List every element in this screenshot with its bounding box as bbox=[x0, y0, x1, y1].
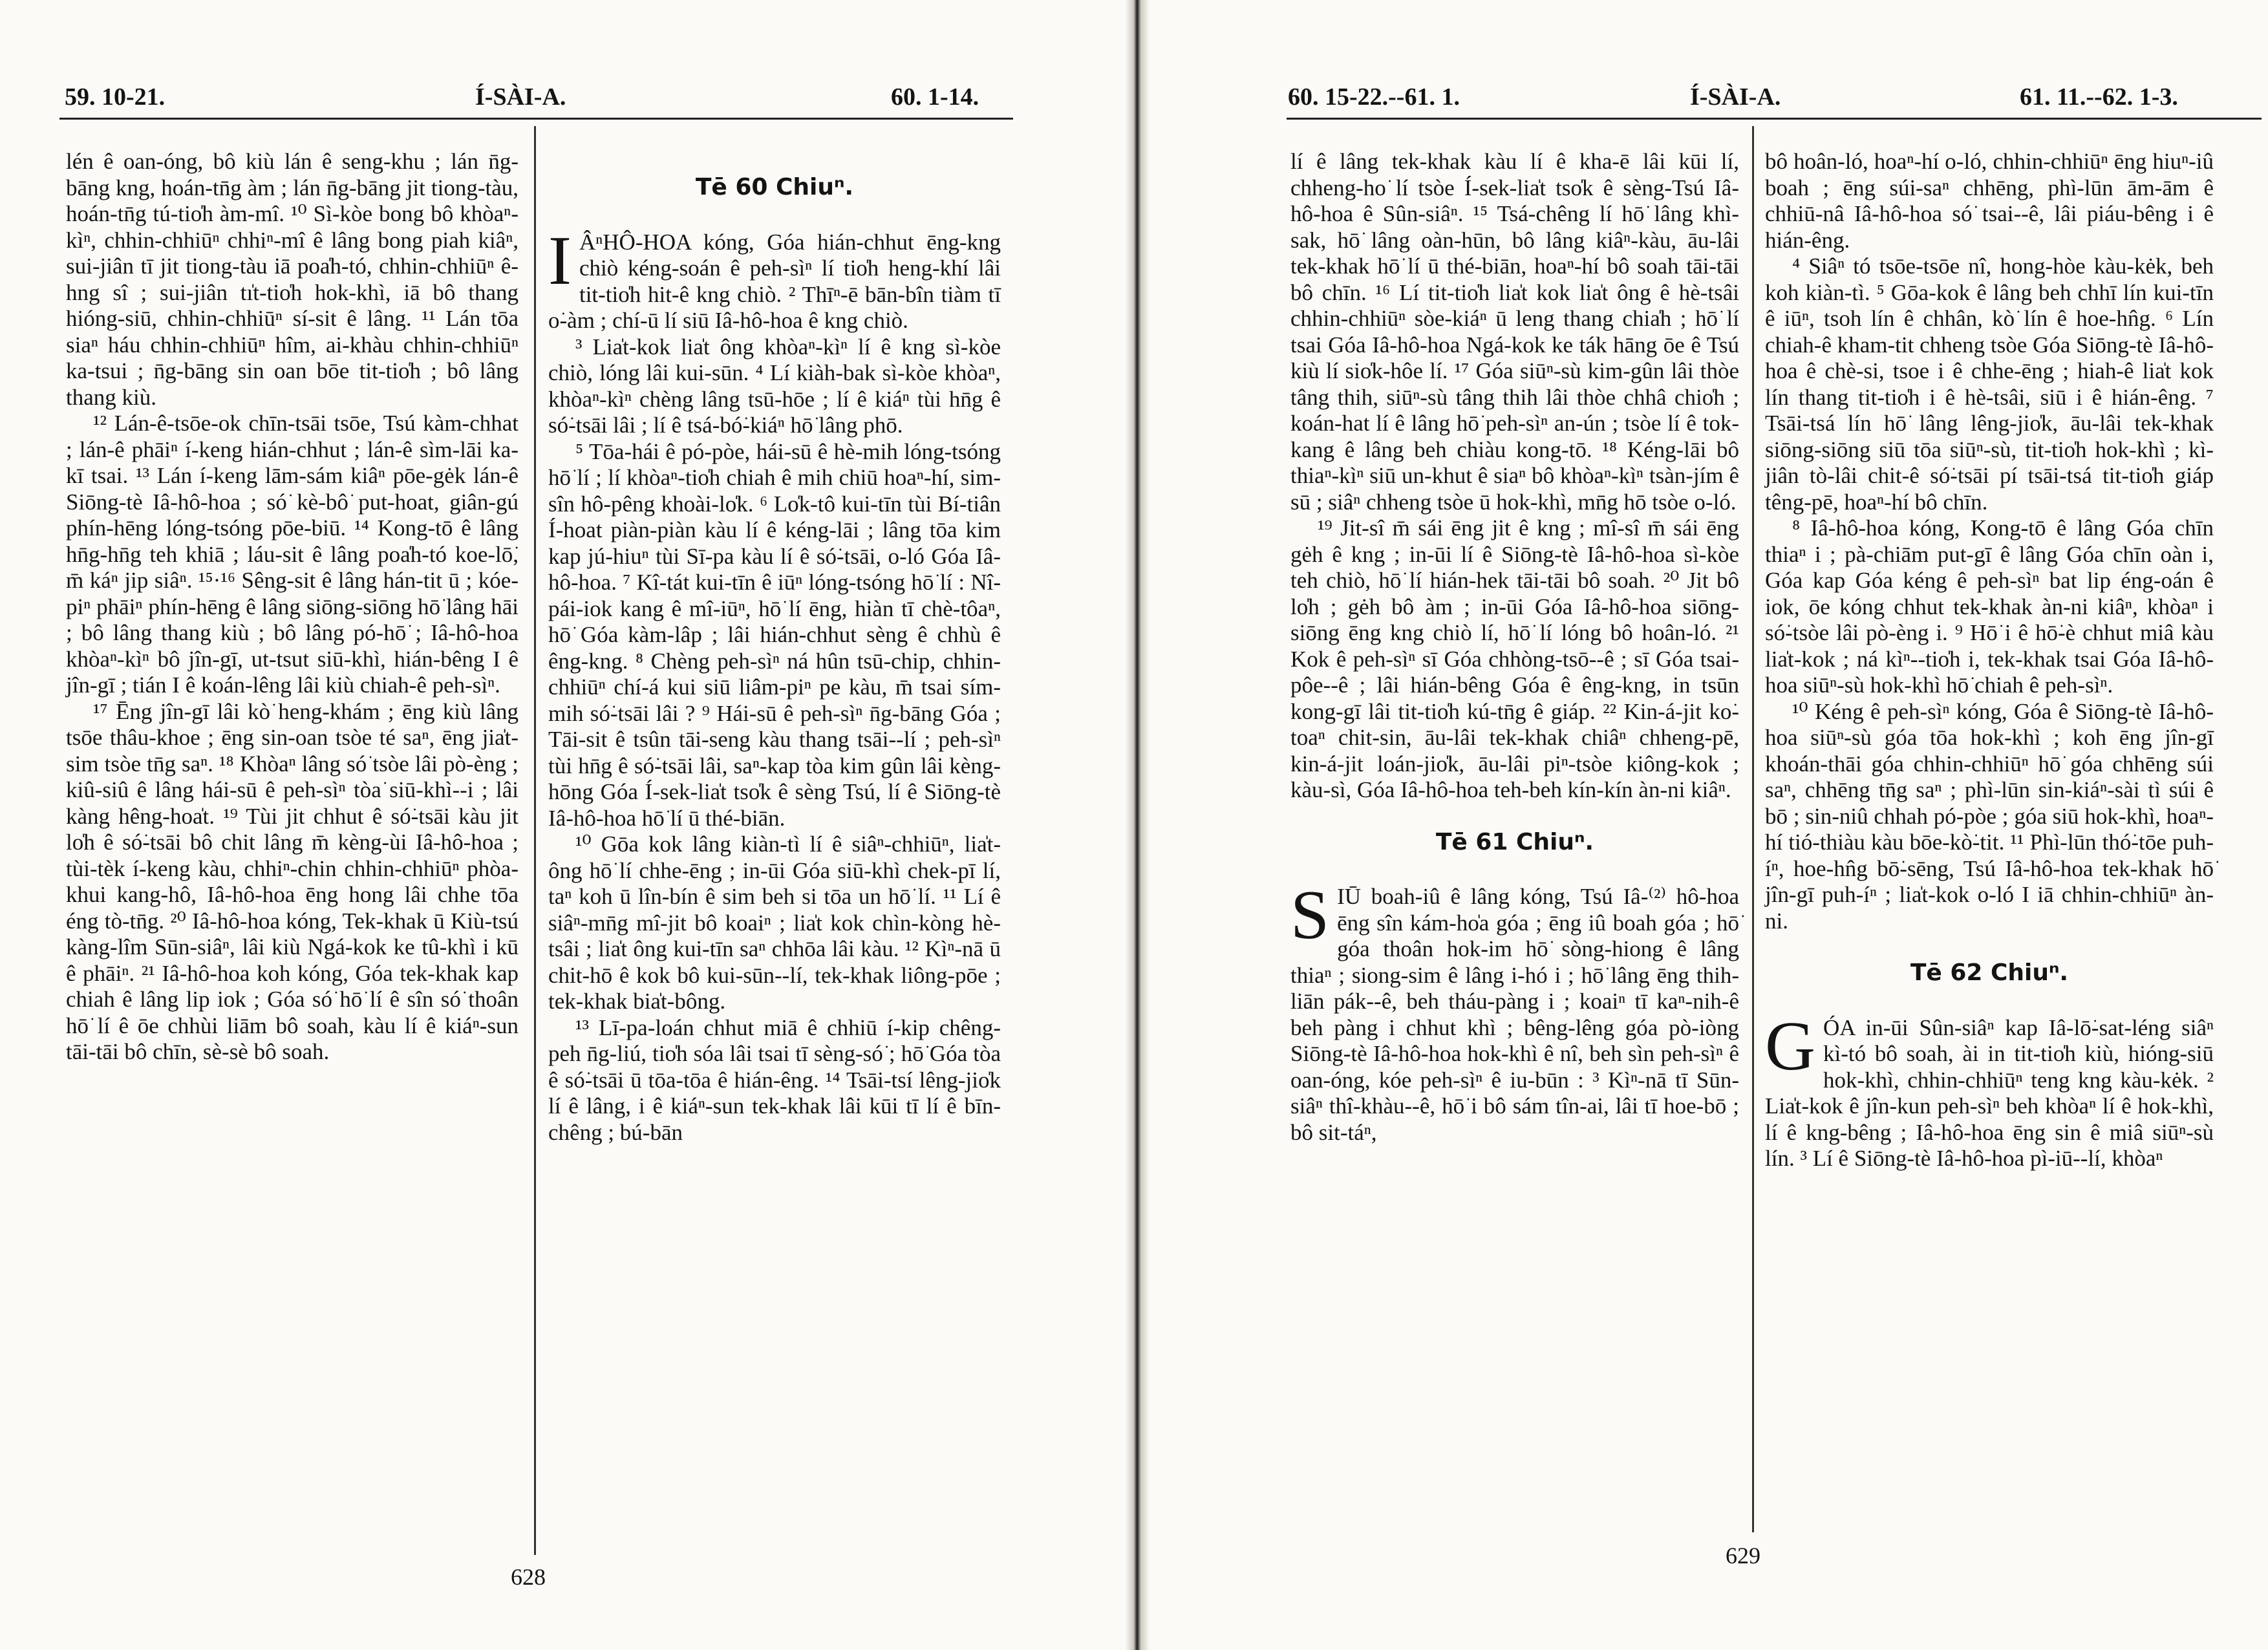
paragraph: ¹² Lán-ê-tsōe-ok chīn-tsāi tsōe, Tsú kàm-chhat ; lán-ê phāiⁿ í-keng hián-chhut ; lán-ê sìm-lāi ka-kī tsai. ¹³ Lán í-keng lām-sám kiâⁿ pōe-gėk lán-ê Siōng-tè Iâ-hô-hoa ; só͘ kè-bô͘ put-hoat, giân-gú phín-hēng lóng-tsóng pōe-biū. ¹⁴ Kong-tō ê lâng hn̄g-hn̄g teh khiā ; láu-sit ê lâng poa̍h-tó koe-lō͘, m̄ káⁿ jip siâⁿ. ¹⁵·¹⁶ Sêng-sit ê lâng hán-tit ū ; kóe-piⁿ phāiⁿ phín-hēng ê lâng siōng-siōng hō͘ lâng hāi ; bô lâng thang kiù ; bô lâng pó-hō͘ ; Iâ-hô-hoa khòaⁿ-kìⁿ bô jîn-gī, ut-tsut siū-khì, hián-bêng I ê jîn-gī ; tián I ê koán-lêng lâi kiù chiah-ê peh-sìⁿ. bbox=[66, 411, 519, 698]
paragraph: lí ê lâng tek-khak kàu lí ê kha-ē lâi kūi lí, chheng-ho͘ lí tsòe Í-sek-lia̍t tso̍k ê sèng-Tsú Iâ-hô-hoa ê Sûn-siâⁿ. ¹⁵ Tsá-chêng lí hō͘ lâng khì-sak, hō͘ lâng oàn-hūn, bô lâng kiâⁿ-kàu, āu-lâi tek-khak hō͘ lí ū thé-biān, hoaⁿ-hí bô soah tāi-tāi bô chīn. ¹⁶ Lí tit-tio̍h lia̍t kok lia̍t ông ê hè-tsâi chhin-chhiūⁿ sòe-kiáⁿ ū leng thang chia̍h ; hō͘ lí tsai Góa Iâ-hô-hoa Ngá-kok ke ták hāng ōe ê Tsú kiù lí sio̍k-hôe lí. ¹⁷ Góa siūⁿ-sù kim-gûn lâi thòe tâng thih, siūⁿ-sù tâng thih lâi thòe chhâ chio̍h ; koán-hat lí ê lâng hō͘ peh-sìⁿ an-ún ; tsòe lí ê tok-kang ê lâng beh chiàu kong-tō. ¹⁸ Kéng-lāi bô thiaⁿ-kìⁿ siū un-khut ê siaⁿ bô khòaⁿ-kìⁿ tsàn-jím ê sū ; siâⁿ chheng tsòe ū hok-khì, mn̄g hō tsòe o-ló. bbox=[1290, 149, 1739, 515]
paragraph: ⁵ Tōa-hái ê pó-pòe, hái-sū ê hè-mih lóng-tsóng hō͘ lí ; lí khòaⁿ-tio̍h chiah ê mih chiū hoaⁿ-hí, sim-sîn hô-pêng khoài-lo̍k. ⁶ Lo̍k-tô kui-tīn tùi Bí-tiân Í-hoat piàn-piàn kàu lí ê kéng-lāi ; lâng tōa kim kap jú-hiuⁿ tùi Sī-pa kàu lí ê só͘-tsāi, o-ló Góa Iâ-hô-hoa. ⁷ Kî-tát kui-tīn ê iūⁿ lóng-tsóng hō͘ lí : Nî-pái-iok kang ê mî-iūⁿ, hō͘ lí ēng, hiàn tī chè-tôaⁿ, hō͘ Góa kàm-lâp ; lâi hián-chhut sèng ê chhù ê êng-kng. ⁸ Chèng peh-sìⁿ ná hûn tsū-chip, chhin-chhiūⁿ chí-á kui siū liâm-piⁿ pe kàu, m̄ tsai sím-mih só͘-tsāi lâi ? ⁹ Hái-sū ê peh-sìⁿ n̄g-bāng Góa ; Tāi-sit ê tsûn tāi-seng kàu thang tsāi--lí ; peh-sìⁿ tùi hn̄g ê só͘-tsāi lâi, saⁿ-kap tòa kim gûn lâi kèng-hōng Góa Í-sek-lia̍t tso̍k ê sèng Tsú, lí ê Siōng-tè Iâ-hô-hoa hō͘ lí ū thé-biān. bbox=[548, 438, 1001, 831]
right-page bbox=[1134, 0, 2268, 1650]
left-column-divider bbox=[534, 126, 536, 1555]
right-page-column-1 bbox=[1290, 149, 1739, 1146]
paragraph: ⁸ Iâ-hô-hoa kóng, Kong-tō ê lâng Góa chīn thiaⁿ i ; pà-chiām put-gī ê lâng Góa chīn oàn i, Góa kap Góa kéng ê peh-sìⁿ bat lip éng-oán ê iok, ōe kóng chhut tek-khak àn-ni kiâⁿ, khòaⁿ i só͘-tsòe lâi pò-èng i. ⁹ Hō͘ i ê hō͘-è chhut miâ kàu lia̍t-kok ; ná kìⁿ--tio̍h i, tek-khak tsai Góa Iâ-hô-hoa siūⁿ-sù hok-khì hō͘ chiah ê peh-sìⁿ. bbox=[1765, 515, 2214, 698]
left-page-column-1 bbox=[66, 149, 519, 1066]
right-page-header bbox=[1134, 83, 2268, 112]
left-page-column-2 bbox=[548, 149, 1001, 1146]
paragraph: ³ Lia̍t-kok lia̍t ông khòaⁿ-kìⁿ lí ê kng sì-kòe chiò, lóng lâi kui-sūn. ⁴ Lí kiàh-bak sì-kòe khòaⁿ, khòaⁿ-kìⁿ chèng lâng tsū-hōe ; lí ê kiáⁿ tùi hn̄g ê só͘-tsāi lâi ; lí ê tsá-bó͘-kiáⁿ hō͘ lâng phō. bbox=[548, 334, 1001, 438]
paragraph: IŪ boah-iû ê lâng kóng, Tsú Iâ-⁽²⁾ hô-hoa ēng sîn kám-ho̍a góa ; ēng iû boah góa ; hō͘ góa thoân hok-im hō͘ sòng-hiong ê lâng thiaⁿ ; siong-sim ê lâng i-hó i ; hō͘ lâng ēng thih-liān pák--ê, beh tháu-pàng i ; koaiⁿ tī kaⁿ-nih-ê beh pàng i chhut khì ; bêng-lêng góa pò-iòng Siōng-tè Iâ-hô-hoa hok-khì ê nî, beh sìn peh-sìⁿ ê oan-óng, kóe peh-sìⁿ ê iu-būn : ³ Kìⁿ-nā tī Sūn-siâⁿ thî-khàu--ê, hō͘ i bô sám tîn-ai, lâi tī hoe-bō ; bô sit-táⁿ, bbox=[1290, 884, 1739, 1145]
left-header-rule bbox=[59, 118, 1013, 120]
right-header-verse-end: 61. 11.--62. 1-3. bbox=[2020, 83, 2178, 111]
right-header-verse-start: 60. 15-22.--61. 1. bbox=[1288, 83, 1460, 111]
paragraph: ¹³ Lī-pa-loán chhut miā ê chhiū í-kip chêng-peh n̄g-liú, tio̍h sóa lâi tsai tī sèng-só͘ ; hō͘ Góa tòa ê só͘-tsāi ū tōa-tōa ê hián-êng. ¹⁴ Tsāi-tsí lêng-jio̍k lí ê lâng, i ê kiáⁿ-sun tek-khak lâi kūi tī lí ê bīn-chêng ; bú-bān bbox=[548, 1014, 1001, 1145]
right-header-book-title: Í-SÀI-A. bbox=[1690, 83, 1781, 111]
drop-cap: S bbox=[1290, 877, 1330, 954]
left-page-header bbox=[0, 83, 1134, 112]
paragraph: bô hoân-ló, hoaⁿ-hí o-ló, chhin-chhiūⁿ ēng hiuⁿ-iû boah ; ēng súi-saⁿ chhēng, phì-lūn ām-ām ê chhiū-nâ Iâ-hô-hoa só͘ tsai--ê, lâi piáu-bêng i ê hián-êng. bbox=[1765, 149, 2214, 253]
right-page-column-2 bbox=[1765, 149, 2214, 1172]
chapter-title: Tē 61 Chiuⁿ. bbox=[1435, 828, 1594, 855]
paragraph: ÂⁿHÔ-HOA kóng, Góa hián-chhut ēng-kng chiò kéng-soán ê peh-sìⁿ lí tio̍h heng-khí lâi tit-tio̍h hit-ê kng chiò. ² Thīⁿ-ē bān-bîn tiàm tī o͘-àm ; chí-ū lí siū Iâ-hô-hoa ê kng chiò. bbox=[548, 229, 1001, 333]
chapter-title: Tē 62 Chiuⁿ. bbox=[1910, 959, 2069, 986]
left-header-verse-start: 59. 10-21. bbox=[65, 83, 166, 111]
paragraph: ÓA in-ūi Sûn-siâⁿ kap Iâ-lō͘-sat-léng siâⁿ kì-tó bô soah, ài in tit-tio̍h kiù, hióng-siū hok-khì, chhin-chhiūⁿ teng kng kàu-kėk. ² Lia̍t-kok ê jîn-kun peh-sìⁿ beh khòaⁿ lí ê hok-khì, lí ê kng-bêng ; Iâ-hô-hoa ēng sin ê miâ siūⁿ-sù lín. ³ Lí ê Siōng-tè Iâ-hô-hoa pì-iū--lí, khòaⁿ bbox=[1765, 1014, 2214, 1171]
chapter-title: Tē 60 Chiuⁿ. bbox=[695, 174, 854, 200]
right-column-divider bbox=[1752, 126, 1754, 1532]
paragraph: ¹⁷ Ēng jîn-gī lâi kò͘ heng-khám ; ēng kiù lâng tsōe thâu-khoe ; ēng sin-oan tsòe té saⁿ, ēng jia̍t-sim tsòe tn̄g saⁿ. ¹⁸ Khòaⁿ lâng só͘ tsòe lâi pò-èng ; kiû-siû ê lâng hái-sū ê peh-sìⁿ tòa͘ siū-khì--i ; lâi kàng hêng-hoa̍t. ¹⁹ Tùi jit chhut ê só͘-tsāi kàu jit lo̍h ê só͘-tsāi bô chit lâng m̄ kèng-ùi Iâ-hô-hoa ; tùi-tèk í-keng kàu, chhiⁿ-chin chhin-chhiūⁿ phòa-khui kang-hô, Iâ-hô-hoa ēng hong lâi chhe tōa éng tò-tn̄g. ²⁰ Iâ-hô-hoa kóng, Tek-khak ū Kiù-tsú kàng-lîm Sūn-siâⁿ, lâi kiù Ngá-kok ke tû-khì i kū ê phāiⁿ. ²¹ Iâ-hô-hoa koh kóng, Góa tek-khak kap chiah ê lâng lip iok ; Góa só͘ hō͘ lí ê sîn só͘ thoân hō͘ lí ê ōe chhùi liām bô soah, kàu lí ê kiáⁿ-sun tāi-tāi bô chīn, sè-sè bô soah. bbox=[66, 698, 519, 1064]
paragraph: ¹⁰ Gōa kok lâng kiàn-tì lí ê siâⁿ-chhiūⁿ, lia̍t-ông hō͘ lí chhe-ēng ; in-ūi Góa siū-khì chek-pī lí, taⁿ koh ū lîn-bín ê sim beh si tōa un hō͘ lí. ¹¹ Lí ê siâⁿ-mn̄g mî-jit bô koaiⁿ ; lia̍t kok chìn-kòng hè-tsâi ; lia̍t ông kui-tīn saⁿ chhōa lâi kàu. ¹² Kìⁿ-nā ū chit-hō ê kok bô kui-sūn--lí, tek-khak liông-pōe ; tek-khak bia̍t-bông. bbox=[548, 831, 1001, 1014]
paragraph: ⁴ Siâⁿ tó tsōe-tsōe nî, hong-hòe kàu-kėk, beh koh kiàn-tì. ⁵ Gōa-kok ê lâng beh chhī lín kui-tīn ê iūⁿ, tsoh lín ê chhân, kò͘ lín ê hoe-hn̂g. ⁶ Lín chiah-ê kham-tit chheng tsòe Góa Siōng-tè Iâ-hô-hoa ê chè-si, tsoe i ê chhe-ēng ; hiah-ê lia̍t kok lín thang tit-tio̍h i ê hè-tsâi, siū i ê hián-êng. ⁷ Tsāi-tsá lín hō͘ lâng lêng-jio̍k, āu-lâi tek-khak siōng-siōng siū tōa siūⁿ-sù, tit-tio̍h hok-khì ; kì-jiân tò-lâi chit-ê só͘-tsāi pí tsāi-tsá tit-tio̍h giáp têng-pē, hoaⁿ-hí bô chīn. bbox=[1765, 253, 2214, 515]
right-header-rule bbox=[1287, 118, 2262, 120]
drop-cap: G bbox=[1765, 1007, 1815, 1085]
page-number: 628 bbox=[511, 1564, 546, 1590]
page-number: 629 bbox=[1726, 1543, 1760, 1569]
paragraph: ¹⁰ Kéng ê peh-sìⁿ kóng, Góa ê Siōng-tè Iâ-hô-hoa siūⁿ-sù góa tōa hok-khì ; koh ēng jîn-gī khoán-thāi góa chhin-chhiūⁿ hō͘ góa chhēng súi saⁿ, chhēng tn̄g saⁿ ; phì-lūn sin-kiáⁿ-sài tì súi ê bō ; sin-niû chhah pó-pòe ; góa siū hok-khì, hoaⁿ-hí tió-thiàu kàu bōe-kò͘-tit. ¹¹ Phì-lūn thó͘-tōe puh-íⁿ, hoe-hn̂g bō͘-sēng, Tsú Iâ-hô-hoa tek-khak hō͘ jîn-gī puh-íⁿ ; lia̍t-kok o-ló I iā chhin-chhiūⁿ àn-ni. bbox=[1765, 698, 2214, 934]
drop-cap: I bbox=[548, 222, 572, 299]
left-header-book-title: Í-SÀI-A. bbox=[475, 83, 566, 111]
left-header-verse-end: 60. 1-14. bbox=[891, 83, 979, 111]
paragraph: lén ê oan-óng, bô kiù lán ê seng-khu ; lán n̄g-bāng kng, hoán-tn̄g àm ; lán n̄g-bāng jit tiong-tàu, hoán-tn̄g tú-tio̍h àm-mî. ¹⁰ Sì-kòe bong bô khòaⁿ-kìⁿ, chhin-chhiūⁿ chhiⁿ-mî ê lâng bong piah kiâⁿ, sui-jiân tī jit tiong-tàu iā poa̍h-tó, chhin-chhiūⁿ ê-hng sî ; sui-jiân tı̍t-tio̍h hok-khì, iā bô thang hióng-siū, chhin-chhiūⁿ sí-sit ê lâng. ¹¹ Lán tōa siaⁿ háu chhin-chhiūⁿ hîm, ai-khàu chhin-chhiūⁿ ka-tsui ; n̄g-bāng sin oan bōe tit-tio̍h ; bô lâng thang kiù. bbox=[66, 149, 519, 410]
paragraph: ¹⁹ Jit-sî m̄ sái ēng jit ê kng ; mî-sî m̄ sái ēng gėh ê kng ; in-ūi lí ê Siōng-tè Iâ-hô-hoa sì-kòe teh chiò, hō͘ lí hián-hek tāi-tāi bô soah. ²⁰ Jit bô lo̍h ; gėh bô àm ; in-ūi Góa Iâ-hô-hoa siōng-siōng ēng kng chiò lí, hō͘ lí lóng bô hoân-ló. ²¹ Kok ê peh-sìⁿ sī Góa chhòng-tsō--ê ; sī Góa tsai-pôe--ê ; lâi hián-bêng Góa ê êng-kng, in tsūn kong-gī lâi tit-tio̍h kú-tn̄g ê giáp. ²² Kin-á-jit ko͘-toaⁿ chit-sin, āu-lâi tek-khak chiâⁿ chheng-pē, kin-á-jit loán-jio̍k, āu-lâi piⁿ-tsòe kiông-kok ; kàu-sì, Góa Iâ-hô-hoa teh-beh kín-kín àn-ni kiâⁿ. bbox=[1290, 515, 1739, 802]
